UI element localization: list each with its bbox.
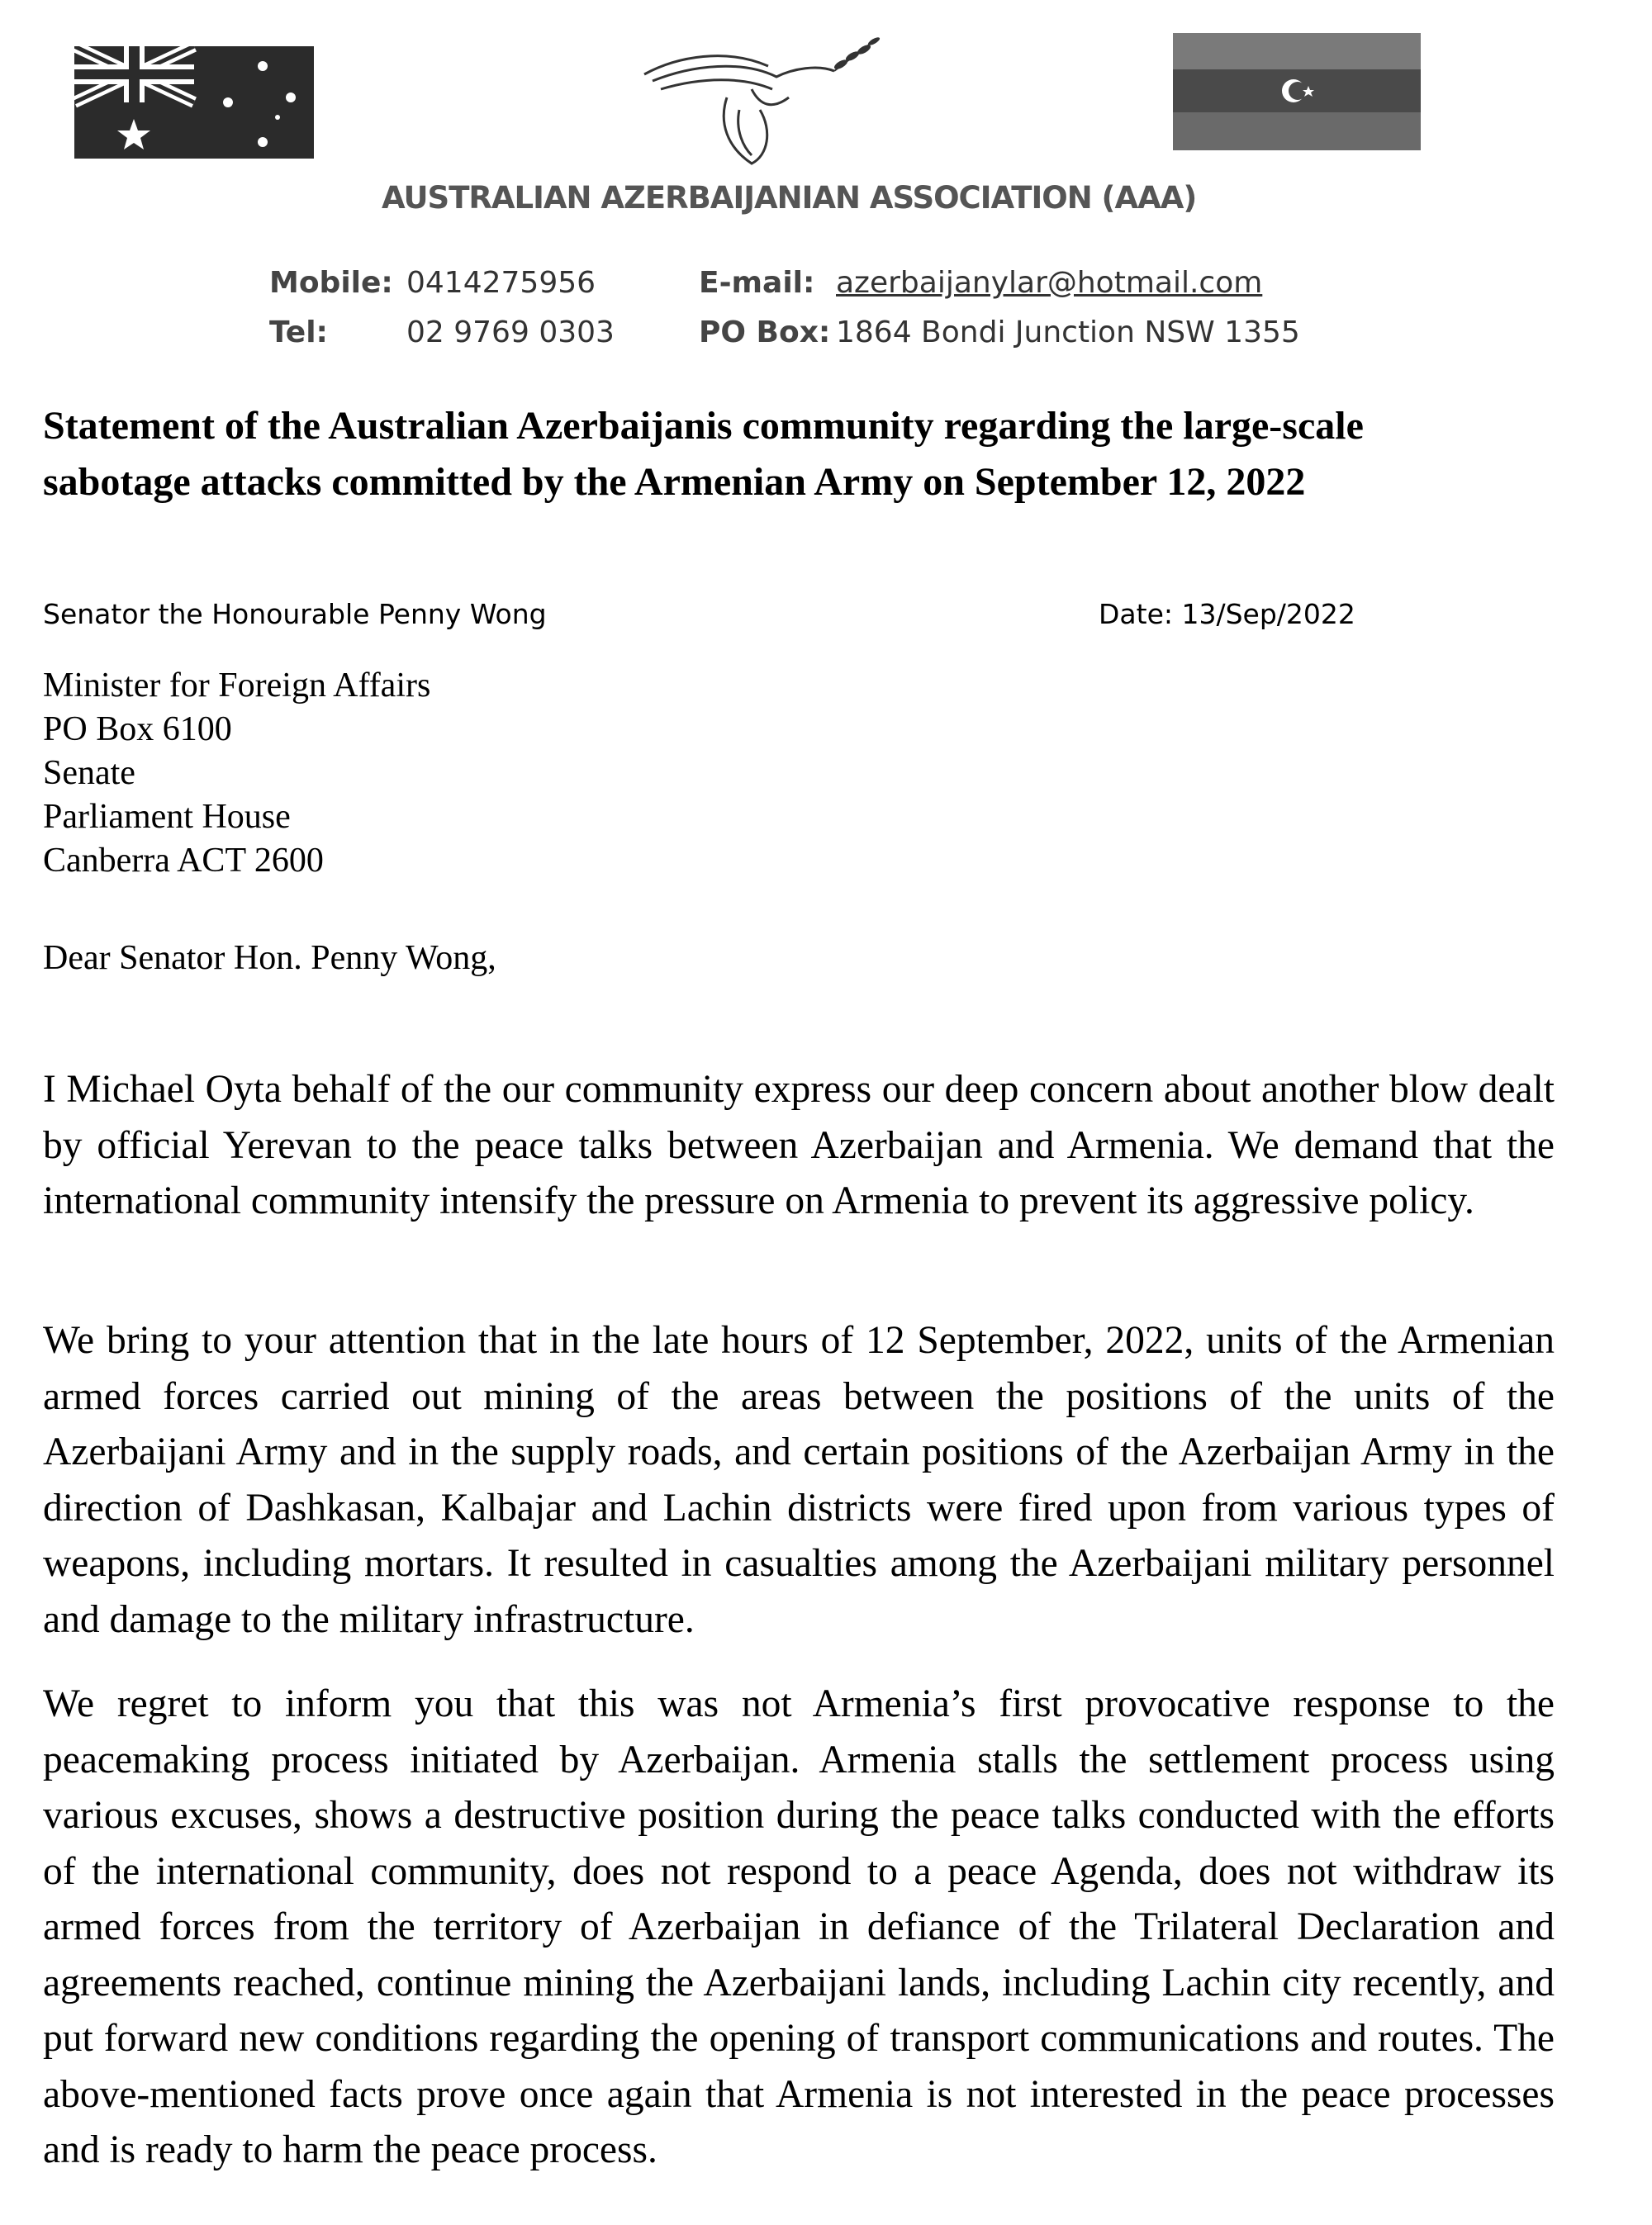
address-line: PO Box 6100 bbox=[43, 710, 232, 748]
dove-logo-icon bbox=[628, 31, 884, 180]
organization-name: AUSTRALIAN AZERBAIJANIAN ASSOCIATION (AAA) bbox=[382, 180, 1197, 216]
address-line: Parliament House bbox=[43, 798, 291, 836]
tel-label: Tel: bbox=[269, 315, 328, 349]
address-line: Minister for Foreign Affairs bbox=[43, 667, 431, 705]
pobox-address: 1864 Bondi Junction NSW 1355 bbox=[836, 315, 1300, 349]
azerbaijan-flag bbox=[1173, 33, 1421, 150]
email-label: E-mail: bbox=[699, 266, 815, 300]
letter-date: Date: 13/Sep/2022 bbox=[1099, 598, 1355, 630]
recipient-address bbox=[43, 664, 430, 883]
tel-number: 02 9769 0303 bbox=[406, 315, 615, 349]
address-line: Senate bbox=[43, 754, 135, 792]
pobox-label: PO Box: bbox=[699, 315, 831, 349]
address-line: Canberra ACT 2600 bbox=[43, 842, 324, 880]
body-paragraph-1: I Michael Oyta behalf of the our community express our deep concern about another blow dealt by official Yerevan to the peace talks between Azerbaijan and Armenia. We demand that the international community intensify the pressure on Armenia to prevent its aggressive policy. bbox=[43, 1068, 1555, 1222]
mobile-label: Mobile: bbox=[269, 266, 393, 300]
body-paragraph-3: We regret to inform you that this was not Armenia’s first provocative response to the peacemaking process initiated by Azerbaijan. Armenia stalls the settlement process using various excuses, shows a destructive position during the peace talks conducted with the efforts of the international community, does not respond to a peace Agenda, does not withdraw its armed forces from the territory of Azerbaijan in defiance of the Trilateral Declaration and agreements reached, continue mining the Azerbaijani lands, including Lachin city recently, and put forward new conditions regarding the opening of transport communications and routes. The above-mentioned facts prove once again that Armenia is not interested in the peace processes and is ready to harm the peace process. bbox=[43, 1682, 1555, 2171]
mobile-number: 0414275956 bbox=[406, 266, 596, 300]
australian-flag bbox=[74, 46, 314, 159]
recipient-line: Senator the Honourable Penny Wong bbox=[43, 598, 547, 630]
salutation: Dear Senator Hon. Penny Wong, bbox=[43, 939, 496, 977]
body-paragraph-2: We bring to your attention that in the late hours of 12 September, 2022, units of the Armenian armed forces carried out mining of the areas between the positions of the units of the Azerbaijani Army and in the supply roads, and certain positions of the Azerbaijan Army in the direction of Dashkasan, Kalbajar and Lachin districts were fired upon from various types of weapons, including mortars. It resulted in casualties among the Azerbaijani military personnel and damage to the military infrastructure. bbox=[43, 1319, 1555, 1641]
email-link[interactable]: azerbaijanylar@hotmail.com bbox=[836, 266, 1263, 300]
statement-title: Statement of the Australian Azerbaijanis community regarding the large-scale sabotage attacks committed by the Armenian Army on September 12, 2022 bbox=[43, 404, 1364, 504]
